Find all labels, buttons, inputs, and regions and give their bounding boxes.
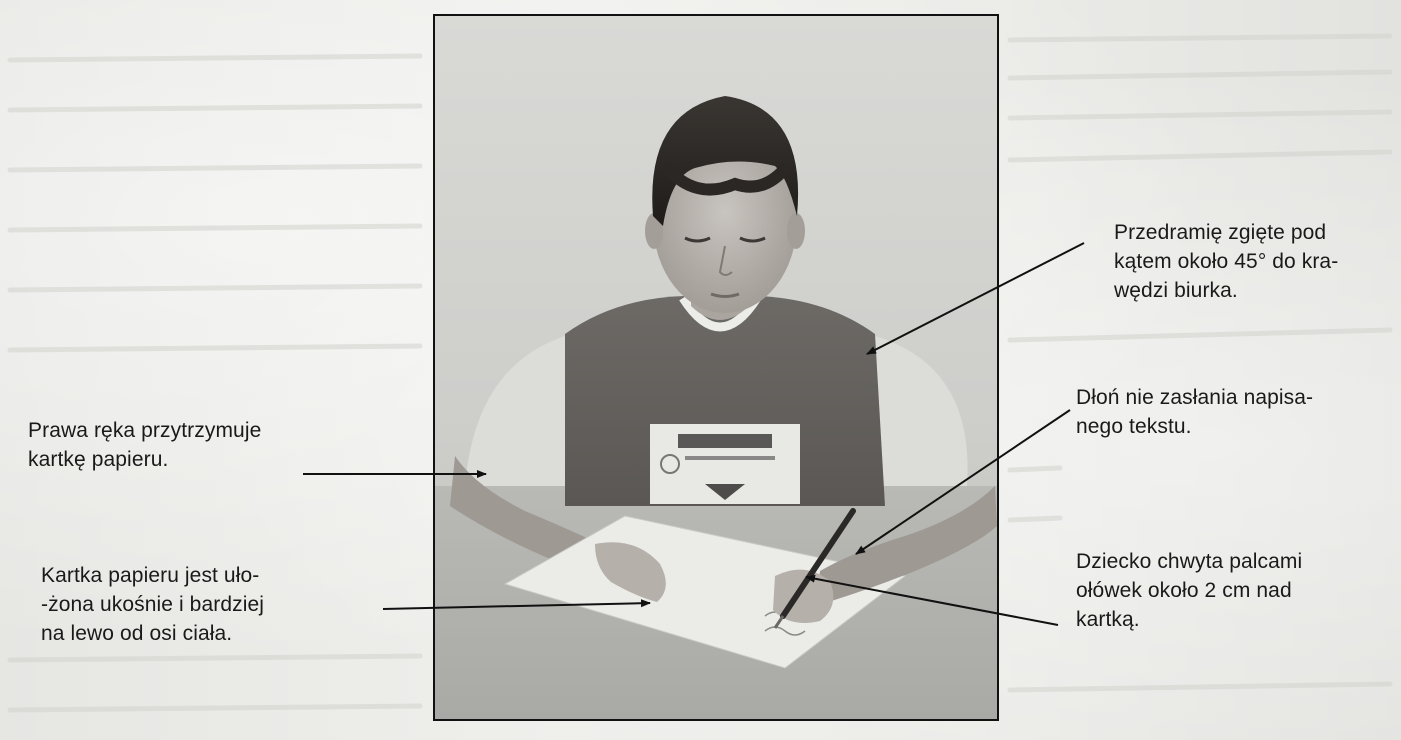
caption-palm: Dłoń nie zasłania napisa- nego tekstu. [1076,386,1314,438]
caption-right-hand: Prawa ręka przytrzymuje kartkę papieru. [28,419,262,471]
photo-boy-writing [433,14,999,721]
caption-pencil-grip: Dziecko chwyta palcami ołówek około 2 cm nad kartką. [1076,550,1303,631]
caption-forearm-angle: Przedramię zgięte pod kątem około 45° do kra- wędzi biurka. [1114,221,1339,302]
photo-illustration [435,16,997,719]
caption-paper-position: Kartka papieru jest uło- -żona ukośnie i bardziej na lewo od osi ciała. [41,564,265,645]
